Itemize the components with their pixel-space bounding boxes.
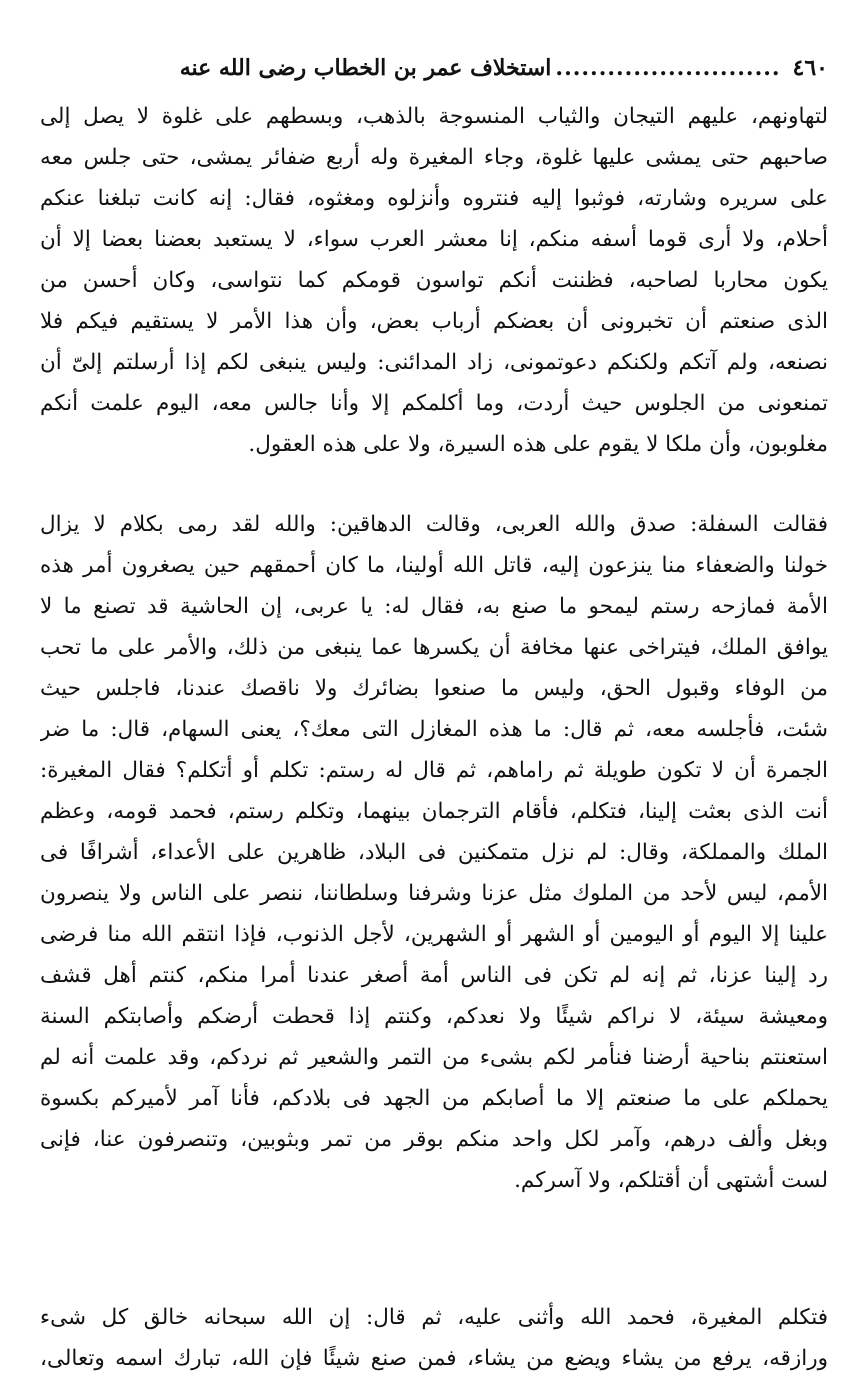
text-line: الأمة فمازحه رستم ليمحو ما صنع به، فقال له: يا عربى، إن الحاشية قد تصنع ما لا bbox=[40, 594, 828, 619]
text-line: فقالت السفلة: صدق والله العربى، وقالت الدهاقين: والله لقد رمى بكلام لا يزال bbox=[40, 512, 828, 537]
text-line: ورازقه، يرفع من يشاء ويضع من يشاء، فمن صنع شيئًا فإن الله، تبارك اسمه وتعالى، bbox=[40, 1346, 828, 1371]
chapter-title: استخلاف عمر بن الخطاب رضى الله عنه bbox=[179, 55, 552, 81]
text-line: الأمم، ليس لأحد من الملوك مثل عزنا وشرفنا وسلطاننا، ننصر على الناس ولا ينصرون bbox=[40, 881, 828, 906]
text-line: خولنا والضعفاء منا ينزعون إليه، قاتل الله أولينا، ما كان أحمقهم حين يصغرون أمر هذه bbox=[40, 553, 828, 578]
dot-leader: .......................... bbox=[555, 55, 781, 81]
paragraph-3 bbox=[40, 1297, 828, 1379]
text-line: الذى صنعتم أن تخبرونى أن بعضكم أرباب بعض، وأن هذا الأمر لا يستقيم فيكم فلا bbox=[40, 309, 828, 334]
text-line: ومعيشة سيئة، لا نراكم شيئًا ولا نعدكم، وكنتم إذا قحطت أرضكم وأصابتكم السنة bbox=[40, 1004, 828, 1029]
text-line: مغلوبون، وأن ملكا لا يقوم على هذه السيرة، ولا على هذه العقول. bbox=[248, 432, 828, 457]
text-line: لست أشتهى أن أقتلكم، ولا آسركم. bbox=[514, 1168, 828, 1193]
running-header bbox=[40, 55, 828, 85]
text-line: من الوفاء وقبول الحق، وليس ما صنعوا بضائرك ولا ناقصك عندنا، فاجلس حيث bbox=[40, 676, 828, 701]
text-line: صاحبهم حتى يمشى عليها غلوة، وجاء المغيرة وله أربع ضفائر يمشى، حتى جلس معه bbox=[40, 145, 828, 170]
text-line: علينا إلا اليوم أو اليومين أو الشهر أو الشهرين، لأجل الذنوب، فإذا انتقم الله منا فرضى bbox=[40, 922, 828, 947]
text-line: لتهاونهم، عليهم التيجان والثياب المنسوجة بالذهب، وبسطهم على غلوة لا يصل إلى bbox=[40, 104, 828, 129]
text-line: يوافق الملك، فيتراخى عنها مخافة أن يكسرها عما ينبغى من ذلك، والأمر على ما تحب bbox=[40, 635, 828, 660]
text-line: الملك والمملكة، وقال: لم نزل متمكنين فى البلاد، ظاهرين على الأعداء، أشرافًا فى bbox=[40, 840, 828, 865]
page-number: ٤٦٠ bbox=[792, 55, 828, 81]
text-line: وبغل وألف درهم، وآمر لكل واحد منكم بوقر من تمر وبثوبين، وتنصرفون عنا، فإنى bbox=[40, 1127, 828, 1152]
text-line: يكون محاربا لصاحبه، فظننت أنكم تواسون قومكم كما نتواسى، وكان أحسن من bbox=[40, 268, 828, 293]
text-line: على سريره وشارته، فوثبوا إليه فنتروه وأنزلوه ومغثوه، فقال: إنه كانت تبلغنا عنكم bbox=[40, 186, 828, 211]
text-line: استعنتم بناحية أرضنا فنأمر لكم بشىء من التمر والشعير ثم نردكم، وقد علمت أنه لم bbox=[40, 1045, 828, 1070]
text-line: نصنعه، ولم آتكم ولكنكم دعوتمونى، زاد المدائنى: وليس ينبغى لكم إذا أرسلتم إلىّ أن bbox=[40, 350, 828, 375]
text-line: شئت، فأجلسه معه، ثم قال: ما هذه المغازل التى معك؟، يعنى السهام، قال: ما ضر bbox=[40, 717, 828, 742]
paragraph-2 bbox=[40, 504, 828, 1201]
paragraph-1 bbox=[40, 96, 828, 465]
text-line: الجمرة أن لا تكون طويلة ثم راماهم، ثم قال له رستم: تكلم أو أتكلم؟ فقال المغيرة: bbox=[40, 758, 828, 783]
text-line: يحملكم على ما صنعتم إلا ما أصابكم من الجهد فى بلادكم، فأنا آمر لأميركم بكسوة bbox=[40, 1086, 828, 1111]
text-line: رد إلينا عزنا، ثم إنه لم تكن فى الناس أمة أصغر عندنا أمرا منكم، كنتم أهل قشف bbox=[40, 963, 828, 988]
text-line: أنت الذى بعثت إلينا، فتكلم، فأقام الترجمان بينهما، وتكلم رستم، فحمد قومه، وعظم bbox=[40, 799, 828, 824]
text-line: أحلام، ولا أرى قوما أسفه منكم، إنا معشر العرب سواء، لا يستعبد بعضنا بعضا إلا أن bbox=[40, 227, 828, 252]
text-line: تمنعونى من الجلوس حيث أردت، وما أكلمكم إلا وأنا جالس معه، اليوم علمت أنكم bbox=[40, 391, 828, 416]
text-line: فتكلم المغيرة، فحمد الله وأثنى عليه، ثم قال: إن الله سبحانه خالق كل شىء bbox=[40, 1305, 828, 1330]
